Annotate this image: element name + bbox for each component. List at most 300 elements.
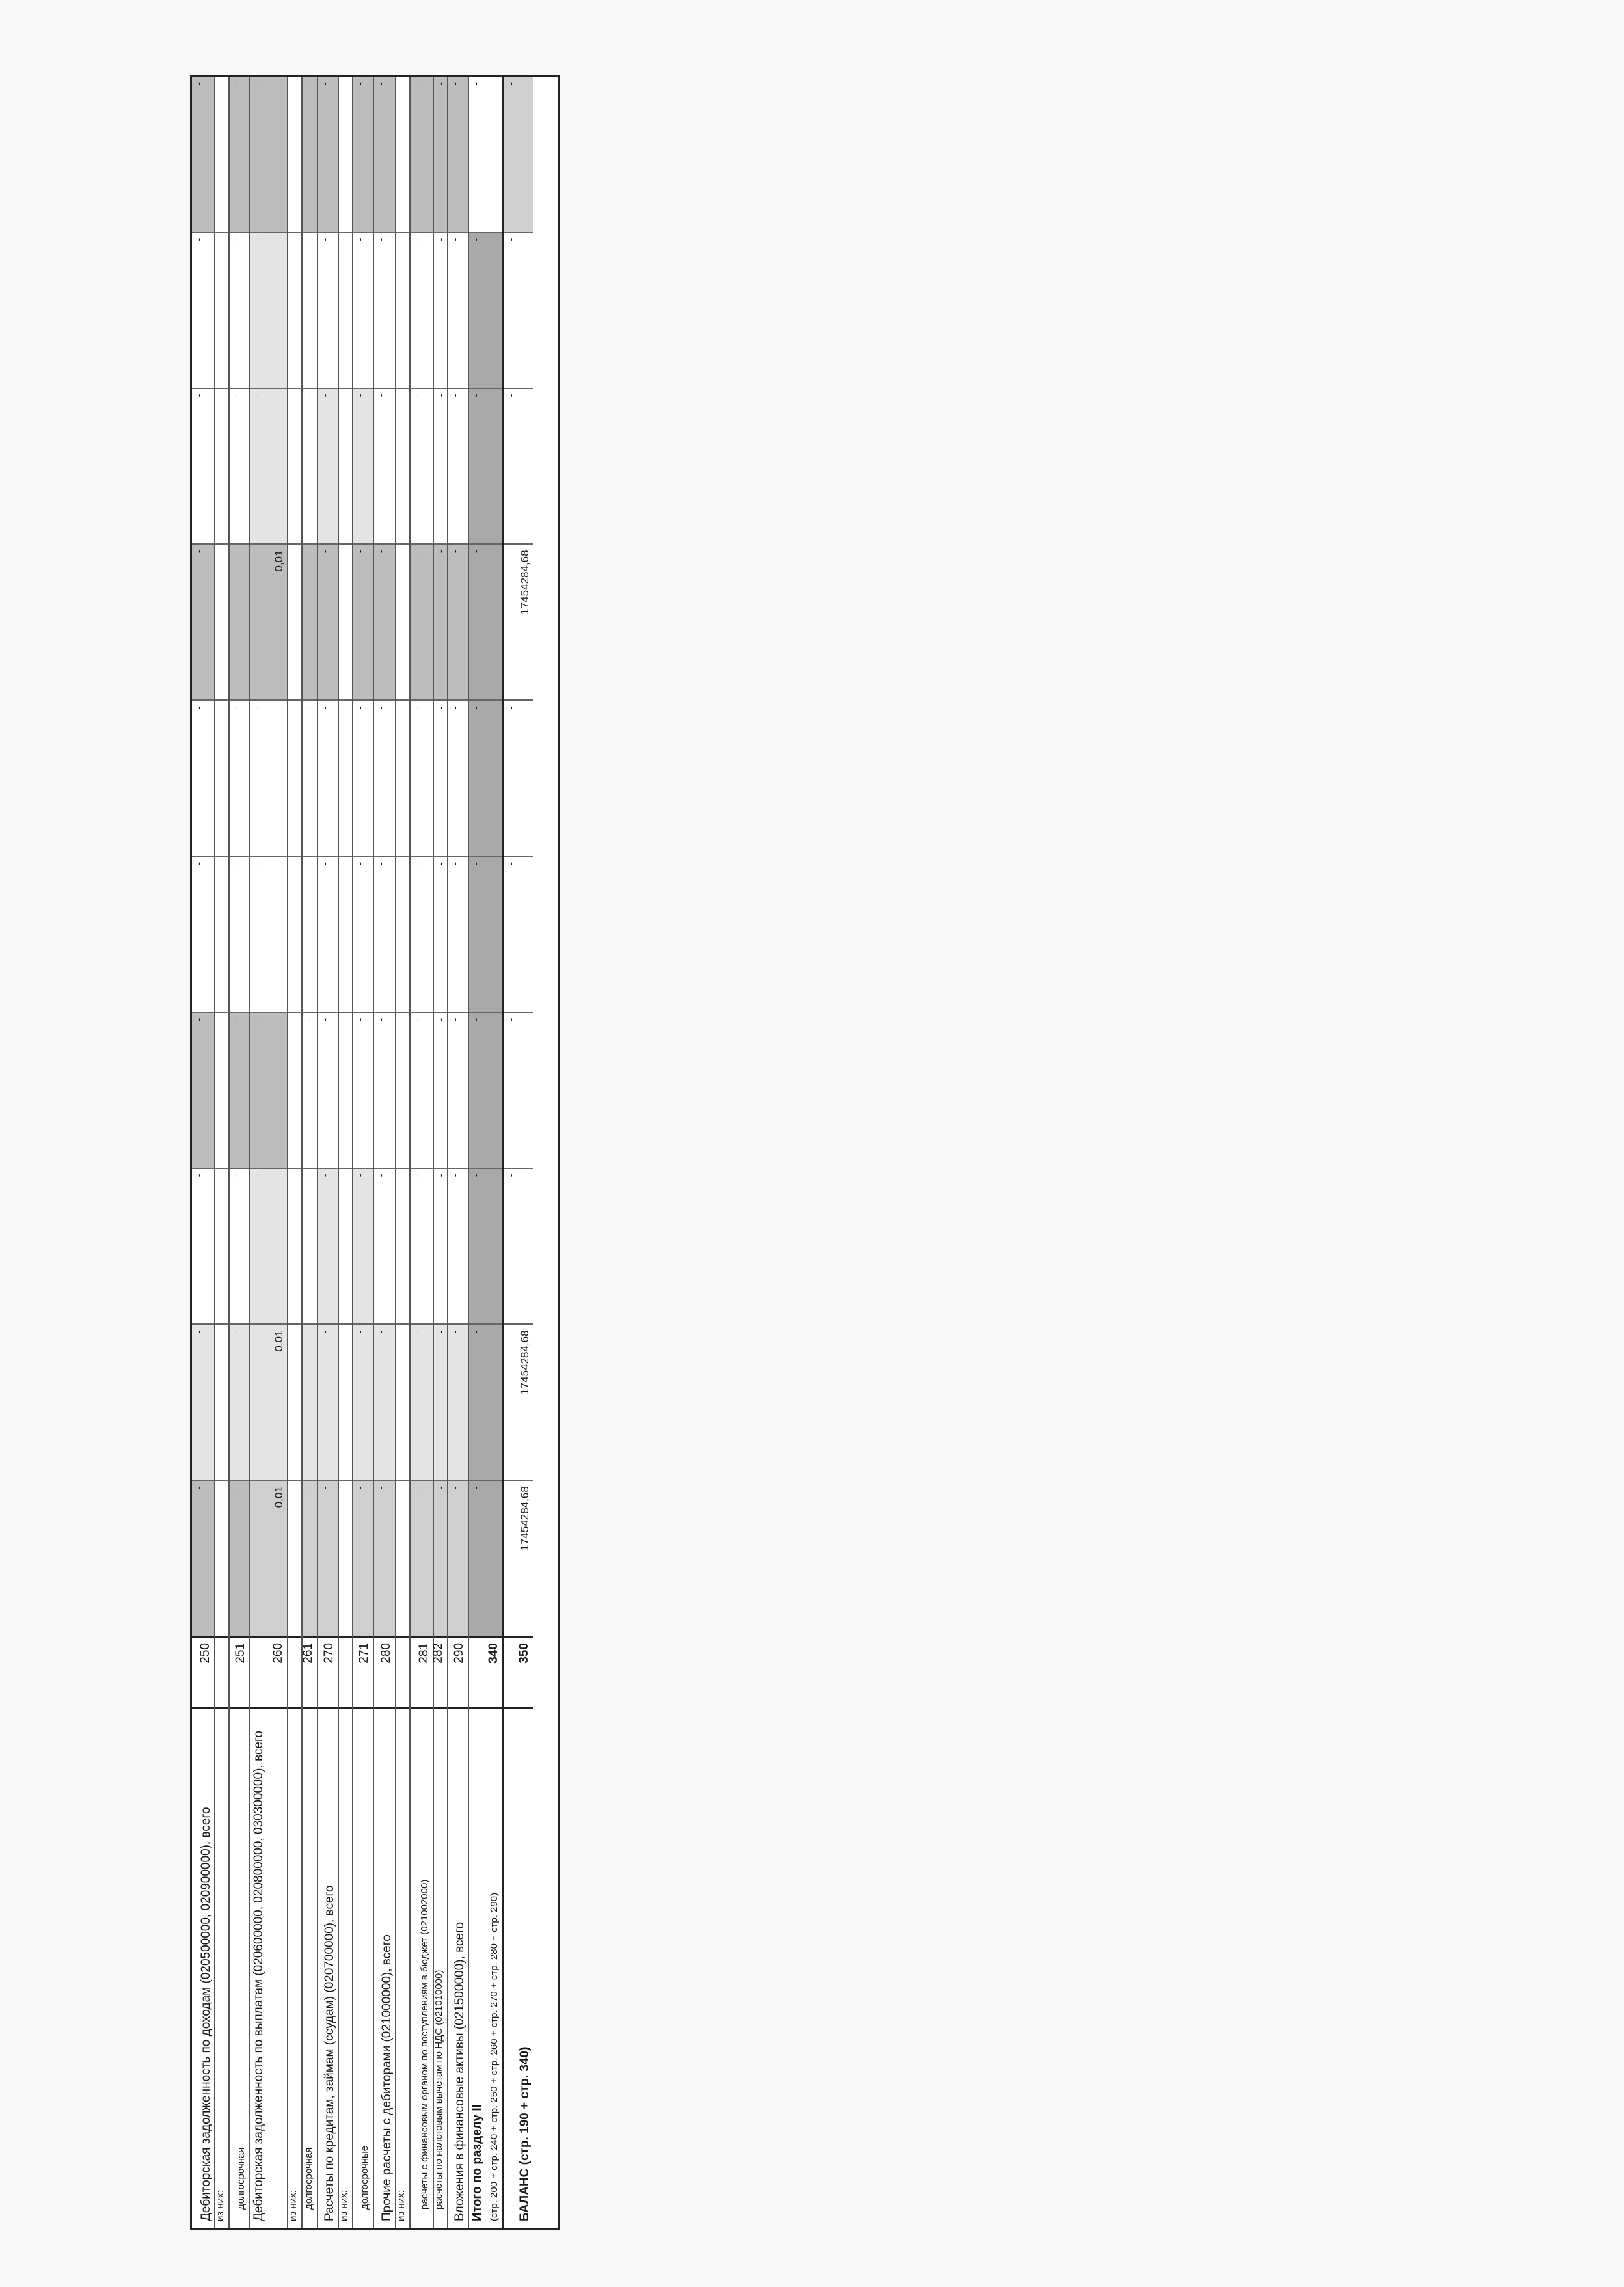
row-label-cell bbox=[374, 1707, 395, 2228]
value-cell bbox=[396, 77, 409, 232]
value-cell bbox=[303, 856, 317, 1012]
value-cell bbox=[215, 388, 228, 544]
value-cell bbox=[434, 1012, 447, 1168]
cell-value: - bbox=[231, 1018, 241, 1022]
value-cell bbox=[303, 699, 317, 856]
cell-value: - bbox=[252, 706, 262, 709]
value-cell bbox=[504, 1323, 533, 1480]
cell-value: - bbox=[252, 1018, 262, 1022]
cell-value: 0,01 bbox=[273, 1486, 285, 1508]
cell-value: - bbox=[435, 550, 446, 554]
cell-value: 17454284,68 bbox=[519, 1330, 531, 1395]
value-cell bbox=[469, 543, 502, 699]
cell-value: - bbox=[450, 394, 460, 398]
row-code: 250 bbox=[198, 1643, 212, 1664]
cell-value: - bbox=[375, 237, 386, 241]
value-cell bbox=[303, 1168, 317, 1324]
table-row bbox=[374, 77, 396, 2228]
value-cell bbox=[469, 1168, 502, 1324]
value-cell bbox=[353, 856, 373, 1012]
cell-value: - bbox=[319, 82, 330, 85]
value-cell bbox=[215, 1012, 228, 1168]
value-cell bbox=[339, 699, 352, 856]
cell-value: - bbox=[450, 706, 460, 709]
row-label: из них: bbox=[396, 2190, 407, 2221]
value-cell bbox=[303, 1012, 317, 1168]
cell-value: - bbox=[506, 1174, 516, 1178]
cell-value: - bbox=[375, 1174, 386, 1178]
cell-value: - bbox=[193, 1018, 204, 1022]
value-cell bbox=[411, 1323, 433, 1480]
value-cell bbox=[504, 1168, 533, 1324]
cell-value: - bbox=[231, 550, 241, 554]
cell-value: - bbox=[470, 1174, 481, 1178]
value-cell bbox=[374, 1323, 395, 1480]
cell-value: - bbox=[355, 82, 365, 85]
table-row bbox=[469, 77, 504, 2228]
row-code-cell bbox=[303, 1636, 317, 1707]
value-cell bbox=[192, 699, 214, 856]
cell-value: - bbox=[375, 862, 386, 865]
row-label: расчеты с финансовым органом по поступлениям в бюджет (021002000) bbox=[419, 1879, 430, 2210]
value-cell bbox=[215, 1323, 228, 1480]
cell-value: - bbox=[355, 1330, 365, 1334]
value-cell bbox=[250, 77, 287, 232]
row-label-cell bbox=[192, 1707, 214, 2228]
cell-value: - bbox=[450, 550, 460, 554]
row-code-cell bbox=[318, 1636, 338, 1707]
cell-value: - bbox=[450, 1018, 460, 1022]
value-cell bbox=[318, 232, 338, 388]
value-cell bbox=[434, 388, 447, 544]
value-cell bbox=[215, 77, 228, 232]
value-cell bbox=[374, 543, 395, 699]
cell-value: - bbox=[355, 394, 365, 398]
table-row bbox=[353, 77, 374, 2228]
cell-value: - bbox=[435, 862, 446, 865]
cell-value: - bbox=[193, 706, 204, 709]
cell-value: - bbox=[506, 1018, 516, 1022]
row-label: расчеты по налоговым вычетам по НДС (021010000) bbox=[433, 1969, 444, 2210]
cell-value: - bbox=[193, 394, 204, 398]
value-cell bbox=[318, 1323, 338, 1480]
value-cell bbox=[411, 232, 433, 388]
value-cell bbox=[374, 699, 395, 856]
value-cell bbox=[318, 699, 338, 856]
value-cell bbox=[434, 699, 447, 856]
cell-value: - bbox=[193, 550, 204, 554]
table-row bbox=[339, 77, 353, 2228]
row-code-cell bbox=[250, 1636, 287, 1707]
value-cell bbox=[353, 232, 373, 388]
row-code-cell bbox=[469, 1636, 502, 1707]
cell-value: - bbox=[412, 862, 422, 865]
cell-value: - bbox=[304, 550, 314, 554]
row-label: Прочие расчеты с дебиторами (021000000), всего bbox=[380, 1934, 394, 2221]
value-cell bbox=[374, 1012, 395, 1168]
row-label-formula: (стр. 200 + стр. 240 + стр. 250 + стр. 260 + стр. 270 + стр. 280 + стр. 290) bbox=[489, 1892, 500, 2221]
value-cell bbox=[353, 388, 373, 544]
value-cell bbox=[396, 1480, 409, 1636]
value-cell bbox=[192, 856, 214, 1012]
cell-value: - bbox=[470, 1486, 481, 1489]
cell-value: - bbox=[450, 1330, 460, 1334]
cell-value: 0,01 bbox=[273, 550, 285, 572]
cell-value: - bbox=[506, 394, 516, 398]
cell-value: - bbox=[450, 1174, 460, 1178]
value-cell bbox=[339, 388, 352, 544]
row-label-cell bbox=[288, 1707, 301, 2228]
value-cell bbox=[396, 1012, 409, 1168]
cell-value: - bbox=[375, 82, 386, 85]
value-cell bbox=[339, 77, 352, 232]
table-row bbox=[192, 77, 215, 2228]
value-cell bbox=[288, 388, 301, 544]
cell-value: - bbox=[412, 82, 422, 85]
table-row bbox=[215, 77, 230, 2228]
value-cell bbox=[318, 1012, 338, 1168]
cell-value: - bbox=[435, 1486, 446, 1489]
value-cell bbox=[192, 388, 214, 544]
cell-value: - bbox=[435, 1174, 446, 1178]
row-label-cell bbox=[339, 1707, 352, 2228]
cell-value: - bbox=[412, 1018, 422, 1022]
row-label-cell bbox=[411, 1707, 433, 2228]
cell-value: - bbox=[355, 1174, 365, 1178]
value-cell bbox=[396, 232, 409, 388]
value-cell bbox=[448, 77, 468, 232]
row-code-cell bbox=[288, 1636, 301, 1707]
cell-value: - bbox=[412, 1330, 422, 1334]
value-cell bbox=[448, 1323, 468, 1480]
row-label: Итого по разделу II bbox=[470, 2104, 484, 2221]
value-cell bbox=[288, 699, 301, 856]
value-cell bbox=[230, 543, 249, 699]
row-label-cell bbox=[353, 1707, 373, 2228]
cell-value: - bbox=[319, 1018, 330, 1022]
value-cell bbox=[504, 232, 533, 388]
row-code-cell bbox=[230, 1636, 249, 1707]
value-cell bbox=[396, 543, 409, 699]
value-cell bbox=[192, 77, 214, 232]
cell-value: - bbox=[304, 706, 314, 709]
value-cell bbox=[469, 388, 502, 544]
value-cell bbox=[469, 699, 502, 856]
value-cell bbox=[353, 1323, 373, 1480]
cell-value: - bbox=[450, 82, 460, 85]
cell-value: - bbox=[252, 394, 262, 398]
table-row bbox=[288, 77, 303, 2228]
table-row bbox=[431, 77, 448, 2228]
cell-value: - bbox=[231, 394, 241, 398]
cell-value: - bbox=[193, 1174, 204, 1178]
value-cell bbox=[230, 1323, 249, 1480]
row-code: 282 bbox=[431, 1643, 445, 1664]
value-cell bbox=[353, 699, 373, 856]
value-cell bbox=[250, 543, 287, 699]
value-cell bbox=[250, 232, 287, 388]
value-cell bbox=[434, 77, 447, 232]
value-cell bbox=[448, 1168, 468, 1324]
row-code: 270 bbox=[322, 1643, 336, 1664]
value-cell bbox=[215, 543, 228, 699]
value-cell bbox=[353, 543, 373, 699]
value-cell bbox=[374, 77, 395, 232]
cell-value: - bbox=[450, 862, 460, 865]
value-cell bbox=[250, 699, 287, 856]
cell-value: 0,01 bbox=[273, 1330, 285, 1352]
cell-value: - bbox=[319, 1174, 330, 1178]
row-code-cell bbox=[431, 1636, 447, 1707]
cell-value: - bbox=[252, 237, 262, 241]
value-cell bbox=[192, 1480, 214, 1636]
value-cell bbox=[318, 388, 338, 544]
cell-value: - bbox=[355, 706, 365, 709]
cell-value: - bbox=[319, 237, 330, 241]
value-cell bbox=[303, 77, 317, 232]
cell-value: - bbox=[355, 862, 365, 865]
value-cell bbox=[411, 856, 433, 1012]
value-cell bbox=[396, 1323, 409, 1480]
value-cell bbox=[192, 232, 214, 388]
value-cell bbox=[230, 856, 249, 1012]
value-cell bbox=[250, 1480, 287, 1636]
cell-value: - bbox=[375, 394, 386, 398]
table-row bbox=[318, 77, 339, 2228]
cell-value: - bbox=[470, 1018, 481, 1022]
value-cell bbox=[192, 543, 214, 699]
cell-value: - bbox=[231, 862, 241, 865]
row-label: из них: bbox=[338, 2190, 349, 2221]
cell-value: - bbox=[304, 1174, 314, 1178]
value-cell bbox=[250, 388, 287, 544]
value-cell bbox=[339, 1012, 352, 1168]
value-cell bbox=[318, 543, 338, 699]
value-cell bbox=[250, 1012, 287, 1168]
value-cell bbox=[504, 543, 533, 699]
cell-value: - bbox=[412, 237, 422, 241]
cell-value: - bbox=[319, 394, 330, 398]
value-cell bbox=[230, 699, 249, 856]
table-row bbox=[411, 77, 434, 2228]
cell-value: - bbox=[506, 862, 516, 865]
row-label: долгосрочная bbox=[236, 2147, 247, 2210]
value-cell bbox=[288, 232, 301, 388]
row-label: Расчеты по кредитам, займам (ссудам) (020700000), всего bbox=[323, 1885, 336, 2221]
cell-value: - bbox=[231, 1486, 241, 1489]
cell-value: - bbox=[470, 550, 481, 554]
cell-value: - bbox=[470, 237, 481, 241]
row-code-cell bbox=[192, 1636, 214, 1707]
value-cell bbox=[288, 543, 301, 699]
value-cell bbox=[288, 856, 301, 1012]
table-row bbox=[448, 77, 469, 2228]
cell-value: - bbox=[470, 82, 481, 85]
value-cell bbox=[396, 856, 409, 1012]
value-cell bbox=[448, 1480, 468, 1636]
value-cell bbox=[303, 232, 317, 388]
value-cell bbox=[434, 1323, 447, 1480]
cell-value: - bbox=[355, 1486, 365, 1489]
row-label-cell bbox=[469, 1707, 502, 2228]
value-cell bbox=[230, 388, 249, 544]
value-cell bbox=[230, 232, 249, 388]
value-cell bbox=[411, 77, 433, 232]
value-cell bbox=[288, 1168, 301, 1324]
value-cell bbox=[411, 543, 433, 699]
row-code: 350 bbox=[517, 1643, 531, 1664]
value-cell bbox=[396, 388, 409, 544]
row-code: 340 bbox=[487, 1643, 500, 1664]
row-code-cell bbox=[339, 1636, 352, 1707]
value-cell bbox=[230, 77, 249, 232]
value-cell bbox=[288, 1012, 301, 1168]
table-row bbox=[396, 77, 411, 2228]
value-cell bbox=[504, 1012, 533, 1168]
cell-value: 17454284,68 bbox=[519, 1486, 531, 1551]
value-cell bbox=[469, 1480, 502, 1636]
cell-value: - bbox=[412, 550, 422, 554]
row-label-cell bbox=[215, 1707, 228, 2228]
value-cell bbox=[448, 543, 468, 699]
cell-value: - bbox=[304, 1330, 314, 1334]
value-cell bbox=[504, 699, 533, 856]
cell-value: - bbox=[319, 1330, 330, 1334]
value-cell bbox=[448, 388, 468, 544]
cell-value: - bbox=[231, 1174, 241, 1178]
value-cell bbox=[469, 1012, 502, 1168]
cell-value: - bbox=[304, 862, 314, 865]
cell-value: - bbox=[231, 706, 241, 709]
cell-value: - bbox=[304, 394, 314, 398]
cell-value: - bbox=[193, 82, 204, 85]
cell-value: - bbox=[450, 1486, 460, 1489]
value-cell bbox=[303, 543, 317, 699]
value-cell bbox=[448, 856, 468, 1012]
value-cell bbox=[339, 543, 352, 699]
value-cell bbox=[396, 699, 409, 856]
cell-value: - bbox=[412, 706, 422, 709]
cell-value: - bbox=[435, 706, 446, 709]
table-row bbox=[303, 77, 318, 2228]
value-cell bbox=[504, 856, 533, 1012]
value-cell bbox=[339, 856, 352, 1012]
row-label-cell bbox=[250, 1707, 287, 2228]
value-cell bbox=[504, 77, 533, 232]
cell-value: - bbox=[319, 1486, 330, 1489]
cell-value: - bbox=[412, 394, 422, 398]
row-code: 271 bbox=[357, 1643, 371, 1664]
value-cell bbox=[353, 77, 373, 232]
value-cell bbox=[434, 1168, 447, 1324]
balance-table-fragment bbox=[190, 75, 560, 2230]
value-cell bbox=[288, 1480, 301, 1636]
row-code-cell bbox=[374, 1636, 395, 1707]
cell-value: - bbox=[319, 550, 330, 554]
value-cell bbox=[374, 232, 395, 388]
cell-value: - bbox=[375, 550, 386, 554]
value-cell bbox=[374, 1480, 395, 1636]
cell-value: - bbox=[435, 82, 446, 85]
value-cell bbox=[434, 1480, 447, 1636]
row-label-cell bbox=[396, 1707, 409, 2228]
value-cell bbox=[339, 232, 352, 388]
row-code: 281 bbox=[417, 1643, 431, 1664]
value-cell bbox=[303, 1323, 317, 1480]
cell-value: - bbox=[506, 706, 516, 709]
value-cell bbox=[192, 1323, 214, 1480]
value-cell bbox=[215, 232, 228, 388]
row-label: Вложения в финансовые активы (021500000), всего bbox=[453, 1921, 467, 2221]
cell-value: - bbox=[193, 237, 204, 241]
cell-value: - bbox=[412, 1174, 422, 1178]
row-label: Дебиторская задолженность по доходам (020500000, 020900000), всего bbox=[199, 1807, 213, 2221]
cell-value: - bbox=[193, 1330, 204, 1334]
cell-value: - bbox=[193, 1486, 204, 1489]
value-cell bbox=[448, 232, 468, 388]
cell-value: - bbox=[450, 237, 460, 241]
value-cell bbox=[396, 1168, 409, 1324]
row-label: Дебиторская задолженность по выплатам (020600000, 020800000, 030300000), всего bbox=[252, 1731, 265, 2221]
row-label-cell bbox=[318, 1707, 338, 2228]
row-label-cell bbox=[230, 1707, 249, 2228]
row-code-cell bbox=[396, 1636, 409, 1707]
cell-value: - bbox=[470, 1330, 481, 1334]
cell-value: - bbox=[304, 237, 314, 241]
cell-value: - bbox=[231, 82, 241, 85]
value-cell bbox=[411, 1480, 433, 1636]
value-cell bbox=[434, 232, 447, 388]
cell-value: 17454284,68 bbox=[519, 550, 531, 615]
value-cell bbox=[374, 388, 395, 544]
cell-value: - bbox=[252, 1174, 262, 1178]
value-cell bbox=[318, 1480, 338, 1636]
value-cell bbox=[303, 1480, 317, 1636]
row-label: долгосрочные bbox=[359, 2145, 370, 2210]
cell-value: - bbox=[319, 862, 330, 865]
value-cell bbox=[448, 1012, 468, 1168]
cell-value: - bbox=[375, 706, 386, 709]
cell-value: - bbox=[375, 1018, 386, 1022]
cell-value: - bbox=[252, 862, 262, 865]
value-cell bbox=[469, 232, 502, 388]
row-label: БАЛАНС (стр. 190 + стр. 340) bbox=[518, 2046, 532, 2221]
cell-value: - bbox=[355, 237, 365, 241]
value-cell bbox=[230, 1012, 249, 1168]
value-cell bbox=[230, 1168, 249, 1324]
value-cell bbox=[215, 856, 228, 1012]
value-cell bbox=[250, 1168, 287, 1324]
row-code: 280 bbox=[379, 1643, 393, 1664]
value-cell bbox=[250, 1323, 287, 1480]
value-cell bbox=[353, 1012, 373, 1168]
value-cell bbox=[374, 1168, 395, 1324]
value-cell bbox=[192, 1168, 214, 1324]
value-cell bbox=[303, 388, 317, 544]
value-cell bbox=[339, 1323, 352, 1480]
value-cell bbox=[434, 856, 447, 1012]
row-label-cell bbox=[448, 1707, 468, 2228]
cell-value: - bbox=[506, 237, 516, 241]
value-cell bbox=[374, 856, 395, 1012]
row-code-cell bbox=[353, 1636, 373, 1707]
row-label: из них: bbox=[288, 2190, 299, 2221]
cell-value: - bbox=[231, 1330, 241, 1334]
row-label-cell bbox=[303, 1707, 317, 2228]
cell-value: - bbox=[435, 1018, 446, 1022]
value-cell bbox=[318, 1168, 338, 1324]
value-cell bbox=[339, 1168, 352, 1324]
